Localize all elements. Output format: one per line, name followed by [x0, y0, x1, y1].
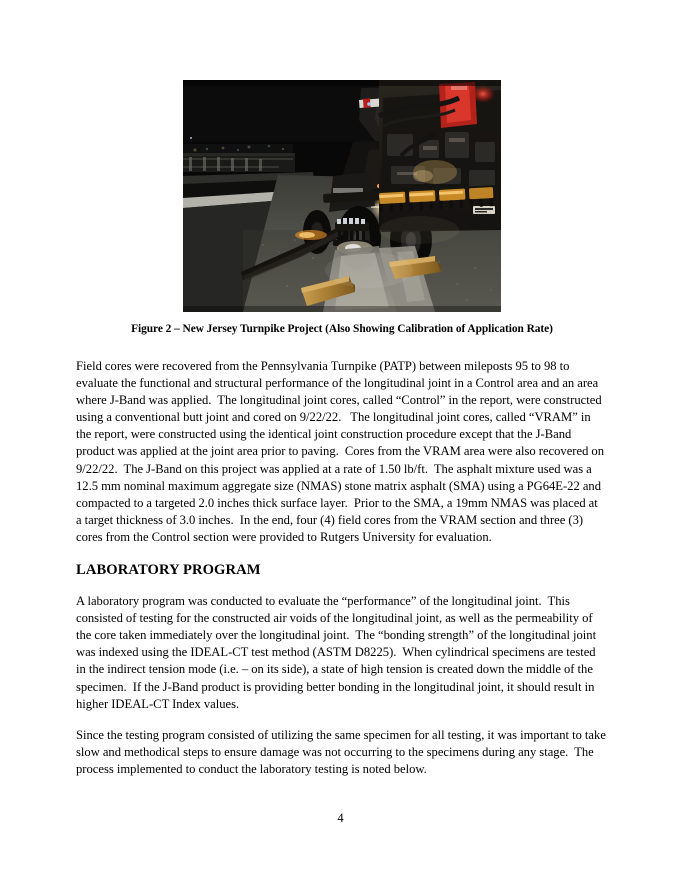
nj-turnpike-night-paving-photo	[183, 80, 501, 312]
paragraph-field-cores: Field cores were recovered from the Pennsylvania Turnpike (PATP) between mileposts 95 to 98 to evaluate the functional and structural performance of the longitudinal joint in a Control area and an area where J-Band was applied. The longitudinal joint cores, called “Control” in the report, were constructed using a conventional butt joint and cored on 9/22/22. The longitudinal joint cores, called “VRAM” in the report, were constructed using the identical joint construction procedure except that the J-Band product was applied at the joint area prior to paving. Cores from the VRAM area were also recovered on 9/22/22. The J-Band on this project was applied at a rate of 1.50 lb/ft. The asphalt mixture used was a 12.5 mm nominal maximum aggregate size (NMAS) stone matrix asphalt (SMA) using a PG64E-22 and compacted to a targeted 2.0 inches thick surface layer. Prior to the SMA, a 19mm NMAS was placed at a target thickness of 3.0 inches. In the end, four (4) field cores from the VRAM section and three (3) cores from the Control section were provided to Rutgers University for evaluation.	[76, 359, 608, 544]
paragraph-testing-approach: Since the testing program consisted of utilizing the same specimen for all testing, it was important to take slow and methodical steps to ensure damage was not occurring to the specimens during any stage. The process implemented to conduct the laboratory testing is noted below.	[76, 727, 609, 776]
body-text-column	[76, 358, 609, 792]
page-number: 4	[337, 811, 344, 825]
figure-caption: Figure 2 – New Jersey Turnpike Project (Also Showing Calibration of Application Rate)	[131, 323, 553, 335]
figure-block	[131, 80, 553, 335]
paragraph-laboratory-program-overview: A laboratory program was conducted to evaluate the “performance” of the longitudinal joint. This consisted of testing for the constructed air voids of the longitudinal joint, as well as the permeability of the core taken immediately over the longitudinal joint. The “bonding strength” of the longitudinal joint was indexed using the IDEAL-CT test method (ASTM D8225). When cylindrical specimens are tested in the indirect tension mode (i.e. – on its side), a state of high tension is created down the middle of the specimen. If the J-Band product is providing better bonding in the longitudinal joint, it should result in higher IDEAL-CT Index values.	[76, 594, 600, 711]
section-heading-laboratory-program: LABORATORY PROGRAM	[76, 562, 261, 579]
